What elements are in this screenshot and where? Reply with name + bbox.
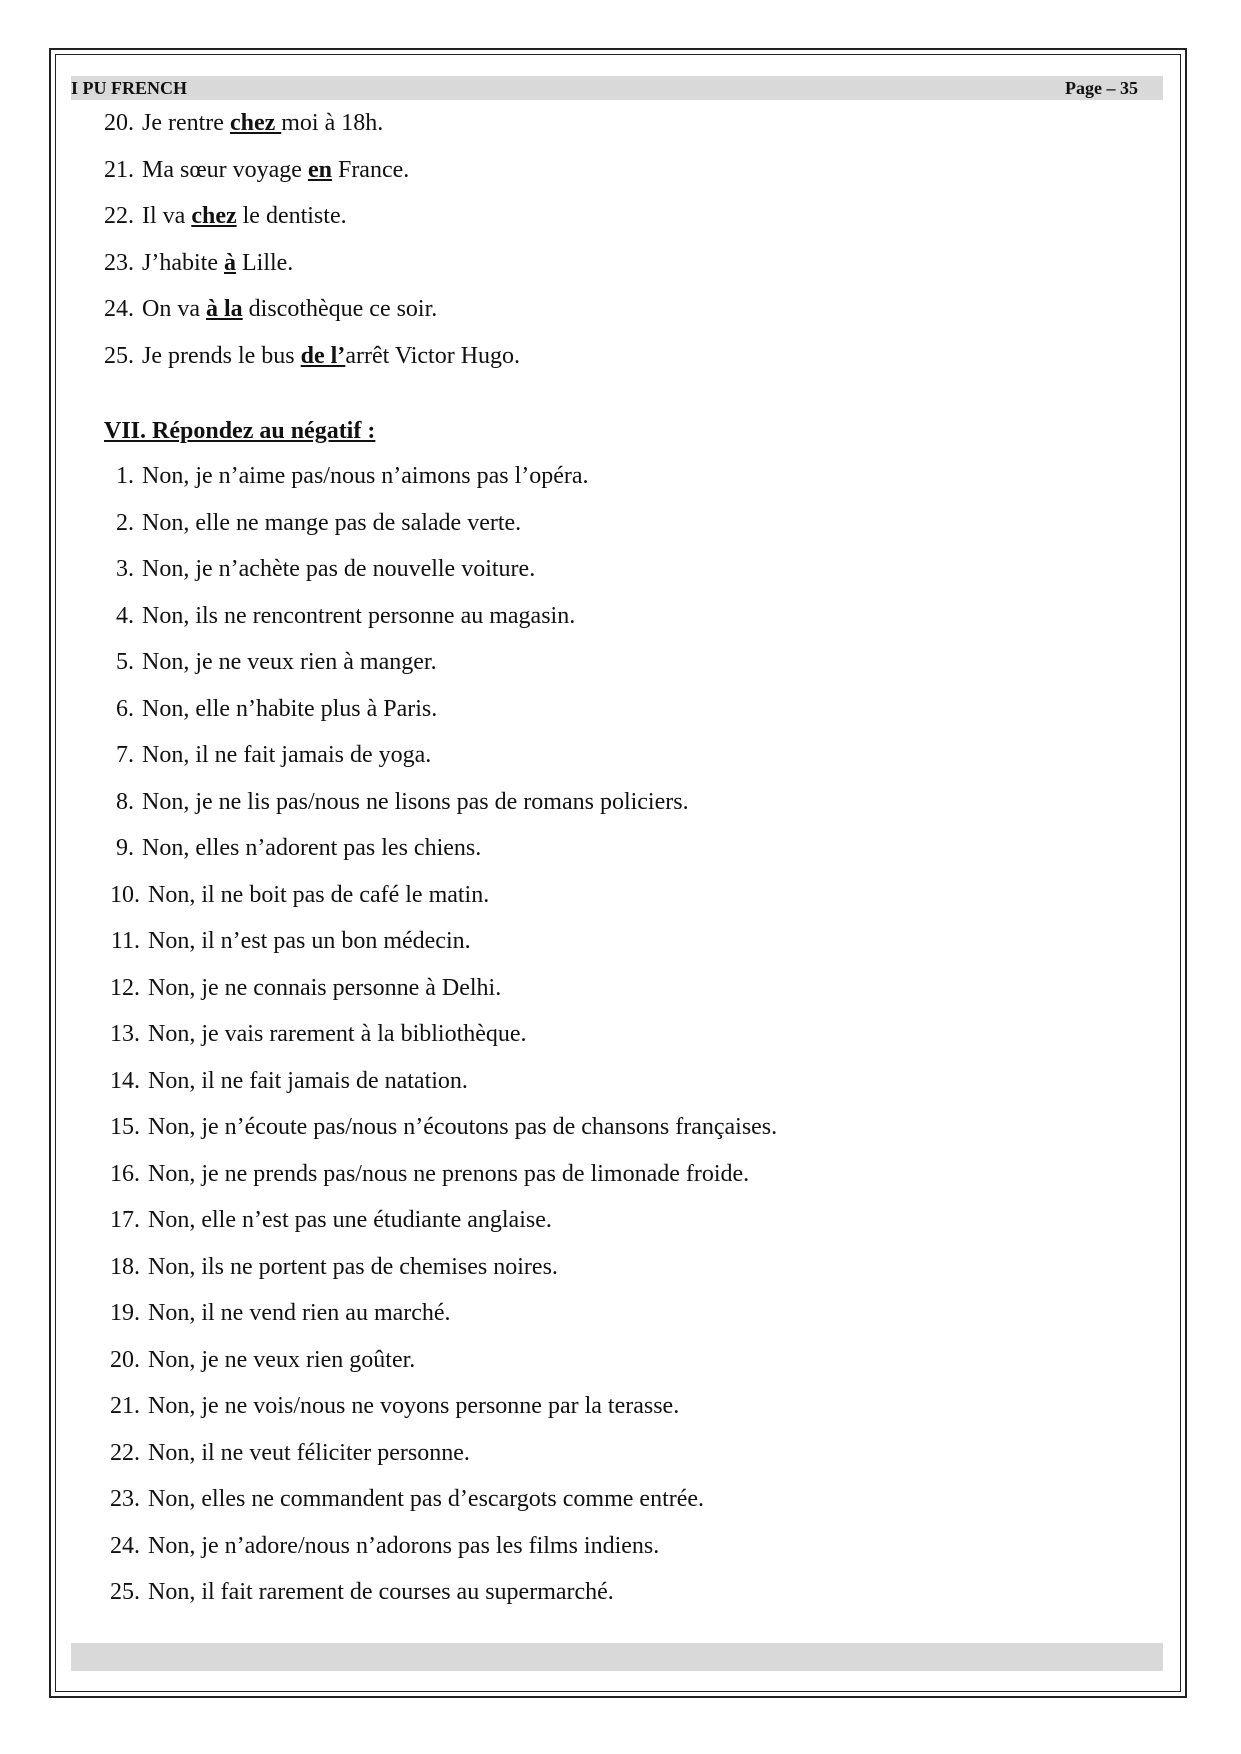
list-item	[104, 1290, 1144, 1337]
item-number: 6.	[116, 695, 134, 722]
list-item	[104, 1244, 1144, 1291]
item-text: Non, il ne fait jamais de natation.	[148, 1067, 468, 1094]
list-item	[104, 1151, 1144, 1198]
list-item	[104, 1058, 1144, 1105]
item-text: Non, elles ne commandent pas d’escargots comme entrée.	[148, 1486, 705, 1512]
item-number: 11.	[110, 928, 140, 954]
list-item	[104, 593, 1144, 640]
list-item	[104, 240, 1144, 287]
item-text-after: moi à 18h.	[281, 110, 384, 136]
item-text: Non, je n’écoute pas/nous n’écoutons pas de chansons françaises.	[148, 1114, 778, 1140]
section-spacer	[104, 379, 1144, 409]
preposition-answers	[104, 100, 1144, 379]
item-number: 9.	[116, 835, 134, 861]
item-text: Non, ils ne portent pas de chemises noires.	[148, 1253, 558, 1280]
list-item	[104, 286, 1144, 333]
item-number: 19.	[110, 1300, 140, 1326]
item-number: 20.	[110, 1346, 140, 1373]
item-number: 23.	[104, 249, 134, 276]
list-item	[104, 1476, 1144, 1523]
item-text-before: J’habite	[142, 249, 224, 276]
item-text: Non, je n’adore/nous n’adorons pas les films indiens.	[148, 1532, 660, 1559]
list-item	[104, 100, 1144, 147]
item-text: Non, il ne veut féliciter personne.	[148, 1439, 470, 1466]
item-text-after: discothèque ce soir.	[242, 296, 438, 322]
item-text: Non, il fait rarement de courses au supermarché.	[148, 1579, 614, 1605]
item-text-after: France.	[331, 156, 410, 183]
item-number: 14.	[110, 1067, 140, 1094]
item-text-before: Je rentre	[142, 110, 230, 136]
item-text-after: arrêt Victor Hugo.	[345, 342, 521, 369]
list-item	[104, 872, 1144, 919]
item-answer: de l’	[300, 342, 346, 369]
item-number: 22.	[104, 203, 134, 229]
list-item	[104, 147, 1144, 194]
item-number: 25.	[104, 342, 134, 369]
item-number: 4.	[116, 602, 134, 629]
item-text-before: Il va	[142, 203, 192, 229]
page-number: Page – 35	[1065, 78, 1138, 98]
item-text: Non, je ne connais personne à Delhi.	[148, 974, 502, 1001]
list-item	[104, 918, 1144, 965]
item-text: Non, je vais rarement à la bibliothèque.	[148, 1021, 527, 1047]
list-item	[104, 1569, 1144, 1616]
list-item	[104, 1430, 1144, 1477]
list-item	[104, 500, 1144, 547]
item-text: Non, il ne vend rien au marché.	[148, 1300, 451, 1326]
item-text: Non, je n’aime pas/nous n’aimons pas l’opéra.	[142, 463, 589, 489]
item-number: 3.	[116, 556, 134, 582]
section-heading: VII. Répondez au négatif :	[104, 418, 376, 444]
item-number: 16.	[110, 1160, 140, 1187]
list-item	[104, 546, 1144, 593]
list-item	[104, 825, 1144, 872]
item-number: 10.	[110, 881, 140, 908]
item-number: 12.	[110, 974, 140, 1001]
list-item	[104, 193, 1144, 240]
list-item	[104, 453, 1144, 500]
item-text-before: Je prends le bus	[142, 342, 301, 369]
item-number: 1.	[116, 463, 134, 489]
item-text: Non, il ne fait jamais de yoga.	[142, 742, 432, 768]
item-text: Non, il n’est pas un bon médecin.	[148, 928, 471, 954]
list-item	[104, 333, 1144, 380]
item-answer: en	[307, 156, 332, 183]
item-number: 22.	[110, 1439, 140, 1466]
item-text: Non, je n’achète pas de nouvelle voiture.	[142, 556, 536, 582]
item-text: Non, je ne vois/nous ne voyons personne par la terasse.	[148, 1393, 680, 1419]
item-text: Non, je ne lis pas/nous ne lisons pas de romans policiers.	[142, 788, 689, 815]
list-item	[104, 1011, 1144, 1058]
item-text: Non, je ne veux rien goûter.	[148, 1346, 416, 1373]
item-number: 20.	[104, 110, 134, 136]
item-number: 23.	[110, 1486, 140, 1512]
list-item	[104, 965, 1144, 1012]
list-item	[104, 1383, 1144, 1430]
item-text-after: le dentiste.	[236, 203, 347, 229]
item-answer: chez	[229, 110, 282, 136]
item-number: 21.	[110, 1393, 140, 1419]
item-number: 8.	[116, 788, 134, 815]
item-number: 18.	[110, 1253, 140, 1280]
list-item	[104, 1337, 1144, 1384]
item-number: 24.	[110, 1532, 140, 1559]
page-footer	[71, 1643, 1163, 1671]
list-item	[104, 1197, 1144, 1244]
item-number: 15.	[110, 1114, 140, 1140]
list-item	[104, 732, 1144, 779]
item-text: Non, elles n’adorent pas les chiens.	[142, 835, 482, 861]
item-number: 13.	[110, 1021, 140, 1047]
item-number: 5.	[116, 649, 134, 675]
list-item	[104, 686, 1144, 733]
item-number: 21.	[104, 156, 134, 183]
item-text: Non, elle n’habite plus à Paris.	[142, 695, 438, 722]
item-text: Non, je ne prends pas/nous ne prenons pas de limonade froide.	[148, 1160, 750, 1187]
item-text: Non, elle n’est pas une étudiante anglaise.	[148, 1207, 552, 1233]
list-item	[104, 779, 1144, 826]
list-item	[104, 639, 1144, 686]
item-number: 7.	[116, 742, 134, 768]
item-answer: à	[223, 249, 236, 276]
item-text: Non, ils ne rencontrent personne au magasin.	[142, 602, 576, 629]
item-number: 25.	[110, 1579, 140, 1605]
item-text: Non, il ne boit pas de café le matin.	[148, 881, 490, 908]
item-number: 24.	[104, 296, 134, 322]
item-text: Non, je ne veux rien à manger.	[142, 649, 437, 675]
negative-answers	[104, 453, 1144, 1616]
item-text-before: Ma sœur voyage	[142, 156, 308, 183]
item-number: 2.	[116, 509, 134, 536]
item-text: Non, elle ne mange pas de salade verte.	[142, 509, 522, 536]
item-number: 17.	[110, 1207, 140, 1233]
item-text-before: On va	[142, 296, 206, 322]
page-header	[71, 76, 1163, 100]
course-title: I PU FRENCH	[71, 78, 187, 98]
page-content	[104, 100, 1144, 1616]
list-item	[104, 1523, 1144, 1570]
item-answer: à la	[205, 296, 243, 322]
list-item	[104, 1104, 1144, 1151]
item-answer: chez	[191, 203, 237, 229]
item-text-after: Lille.	[235, 249, 294, 276]
